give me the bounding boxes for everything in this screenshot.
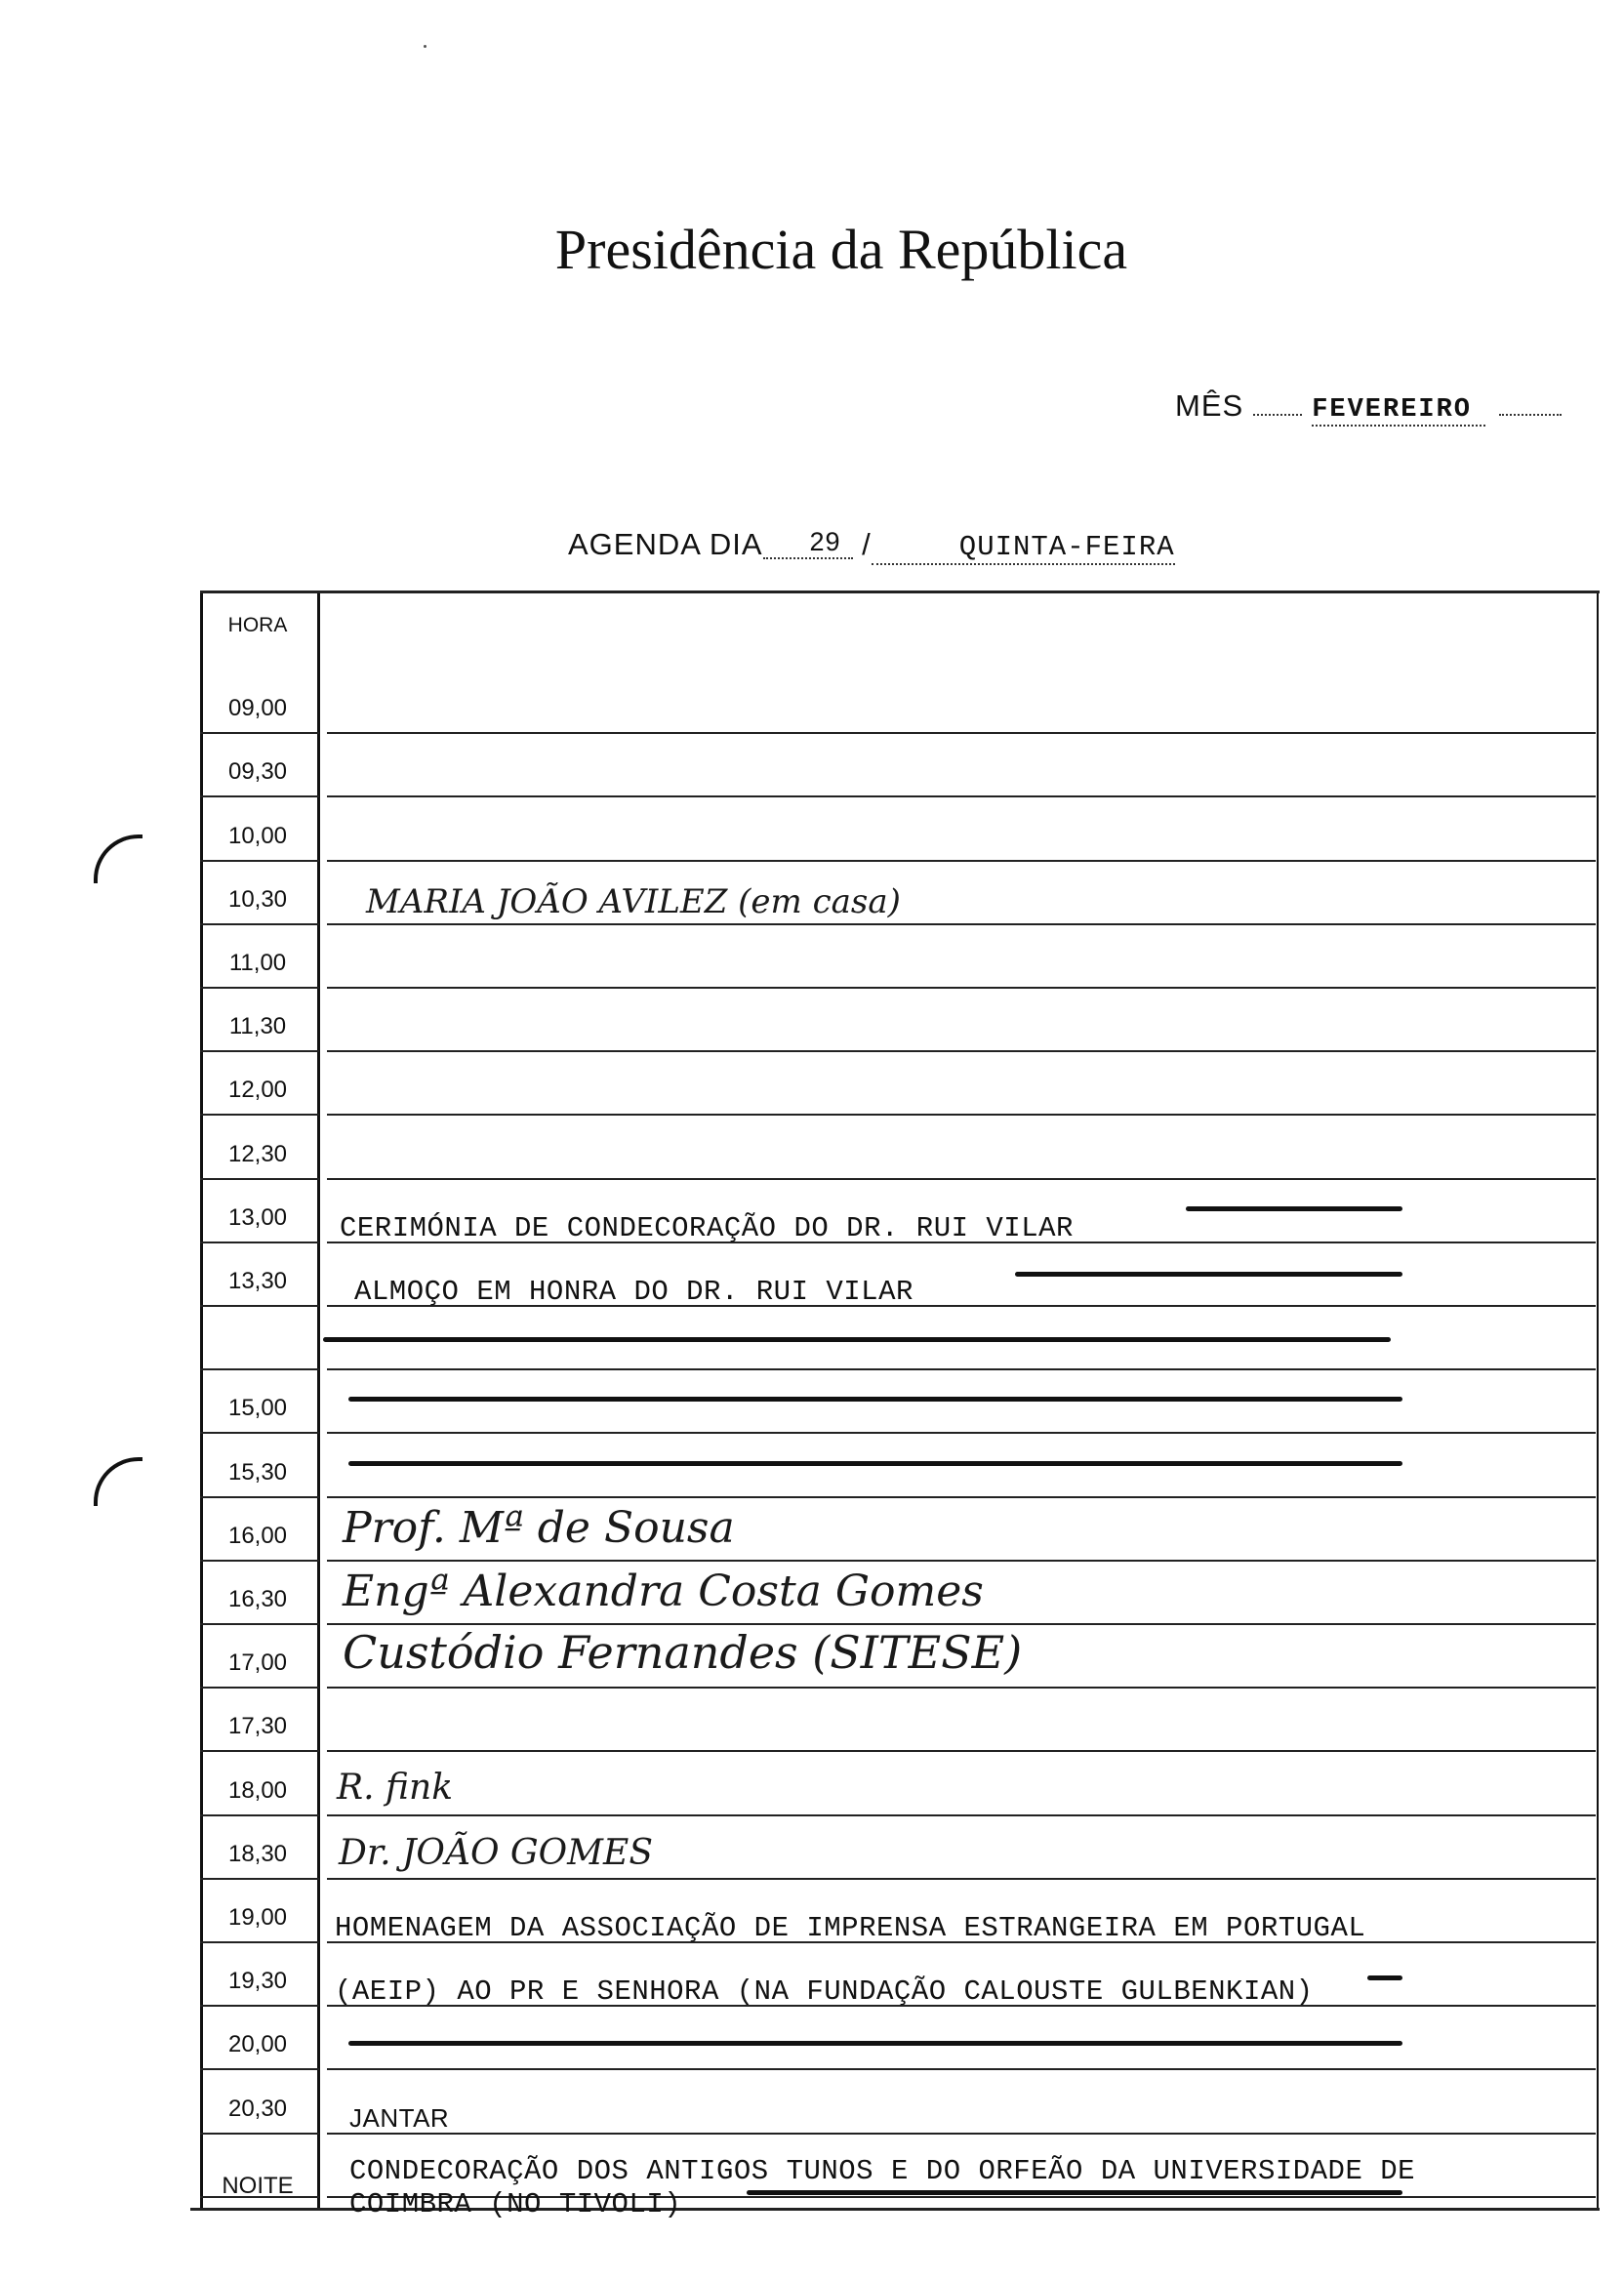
row-divider-entry (327, 1814, 1596, 1816)
row-divider-hour (200, 1878, 319, 1880)
row-divider-hour (200, 732, 319, 734)
month-line (1175, 388, 1562, 425)
row-divider-hour (200, 1623, 319, 1625)
row-divider-hour (200, 1178, 319, 1180)
handwritten-entry: R. fink (337, 1768, 454, 1808)
hour-header: HORA (227, 614, 288, 636)
hour-label: 12,30 (227, 1141, 288, 1167)
strikeout-line (323, 1337, 1391, 1342)
hour-label: 17,30 (227, 1713, 288, 1739)
row-divider-entry (327, 1050, 1596, 1052)
row-divider-hour (200, 2068, 319, 2070)
row-divider-hour (200, 1114, 319, 1116)
row-divider-entry (327, 860, 1596, 862)
hour-label: 12,00 (227, 1077, 288, 1103)
hour-label: 13,00 (227, 1204, 288, 1231)
row-divider-entry (327, 923, 1596, 925)
hour-label: 15,30 (227, 1459, 288, 1486)
day-number: 29 (763, 527, 853, 559)
handwritten-entry: Dr. JOÃO GOMES (339, 1833, 653, 1873)
handwritten-entry: MARIA JOÃO AVILEZ (em casa) (366, 882, 901, 921)
strikeout-line (348, 1461, 1402, 1466)
agenda-table (200, 590, 1600, 2220)
strikeout-line (1367, 1975, 1402, 1980)
row-divider-hour (200, 923, 319, 925)
hour-label: 18,00 (227, 1777, 288, 1804)
row-divider-entry (327, 1623, 1596, 1625)
row-divider-hour (200, 1814, 319, 1816)
row-divider-hour (200, 2133, 319, 2135)
handwritten-entry: Custódio Fernandes (SITESE) (343, 1626, 1023, 1679)
row-divider-hour (200, 1687, 319, 1689)
row-divider-entry (327, 795, 1596, 797)
hour-label: 11,00 (228, 950, 287, 976)
strikeout-line (747, 2190, 1402, 2195)
strikeout-line (1186, 1206, 1402, 1211)
typed-entry-continuation: COIMBRA (NO TIVOLI) (349, 2188, 682, 2220)
date-separator: / (862, 527, 872, 561)
speck (424, 45, 426, 48)
row-divider-hour (200, 1305, 319, 1307)
row-divider-entry (327, 987, 1596, 989)
row-divider-hour (200, 1050, 319, 1052)
hour-label: 20,30 (227, 2096, 288, 2122)
row-divider-hour (200, 1750, 319, 1752)
typed-entry: JANTAR (349, 2103, 450, 2133)
typed-entry: ALMOÇO EM HONRA DO DR. RUI VILAR (354, 1276, 914, 1308)
row-divider-hour (200, 1368, 319, 1370)
hour-label: 13,30 (227, 1268, 288, 1294)
hour-label: NOITE (222, 2173, 294, 2199)
strikeout-line (1015, 1272, 1402, 1277)
strikeout-line (348, 1397, 1402, 1402)
month-value: FEVEREIRO (1312, 395, 1485, 427)
row-divider-entry (327, 2133, 1596, 2135)
hour-label: 11,30 (228, 1013, 287, 1039)
hour-label: 09,00 (227, 695, 288, 721)
month-tail (1499, 414, 1562, 416)
row-divider-entry (327, 1178, 1596, 1180)
row-divider-entry (327, 1496, 1596, 1498)
hour-label: 17,00 (227, 1649, 288, 1676)
weekday: QUINTA-FEIRA (872, 531, 1175, 565)
hour-label: 09,30 (227, 758, 288, 785)
row-divider-hour (200, 1242, 319, 1243)
hour-label: 19,30 (227, 1968, 288, 1994)
punch-hole-mark (94, 1457, 142, 1506)
hour-label: 18,30 (227, 1841, 288, 1867)
hour-label: 10,00 (227, 823, 288, 849)
row-divider-entry (327, 1560, 1596, 1562)
row-divider-hour (200, 2005, 319, 2007)
month-leader (1253, 414, 1302, 416)
strikeout-line (348, 2041, 1402, 2046)
row-divider-entry (327, 732, 1596, 734)
typed-entry: CONDECORAÇÃO DOS ANTIGOS TUNOS E DO ORFEÃO DA UNIVERSIDADE DE (349, 2155, 1416, 2187)
row-divider-entry (327, 2068, 1596, 2070)
row-divider-hour (200, 1432, 319, 1434)
hour-label: 15,00 (227, 1395, 288, 1421)
hour-label: 19,00 (227, 1904, 288, 1931)
row-divider-hour (200, 795, 319, 797)
hour-label: 16,30 (227, 1586, 288, 1612)
punch-hole-mark (94, 835, 142, 883)
row-divider-entry (327, 1687, 1596, 1689)
handwritten-entry: Engª Alexandra Costa Gomes (343, 1567, 984, 1616)
row-divider-entry (327, 1750, 1596, 1752)
row-divider-hour (200, 1941, 319, 1943)
agenda-line (568, 527, 1175, 565)
row-divider-entry (327, 1114, 1596, 1116)
agenda-label: AGENDA DIA (568, 527, 763, 561)
typed-entry: HOMENAGEM DA ASSOCIAÇÃO DE IMPRENSA ESTRANGEIRA EM PORTUGAL (335, 1912, 1366, 1944)
page-title: Presidência da República (554, 218, 1128, 281)
row-divider-entry (327, 1368, 1596, 1370)
row-divider-hour (200, 1560, 319, 1562)
typed-entry: (AEIP) AO PR E SENHORA (NA FUNDAÇÃO CALOUSTE GULBENKIAN) (335, 1975, 1314, 2008)
table-column-divider (317, 590, 320, 2211)
row-divider-hour (200, 1496, 319, 1498)
hour-label: 20,00 (227, 2031, 288, 2057)
table-top-border (200, 590, 1600, 593)
month-label: MÊS (1175, 388, 1244, 423)
table-right-border (1597, 590, 1599, 2211)
row-divider-entry (327, 1878, 1596, 1880)
handwritten-entry: Prof. Mª de Sousa (343, 1503, 735, 1553)
row-divider-entry (327, 1432, 1596, 1434)
typed-entry: CERIMÓNIA DE CONDECORAÇÃO DO DR. RUI VILAR (340, 1212, 1074, 1244)
hour-label: 16,00 (227, 1523, 288, 1549)
row-divider-hour (200, 860, 319, 862)
hour-label: 10,30 (227, 886, 288, 913)
row-divider-hour (200, 987, 319, 989)
